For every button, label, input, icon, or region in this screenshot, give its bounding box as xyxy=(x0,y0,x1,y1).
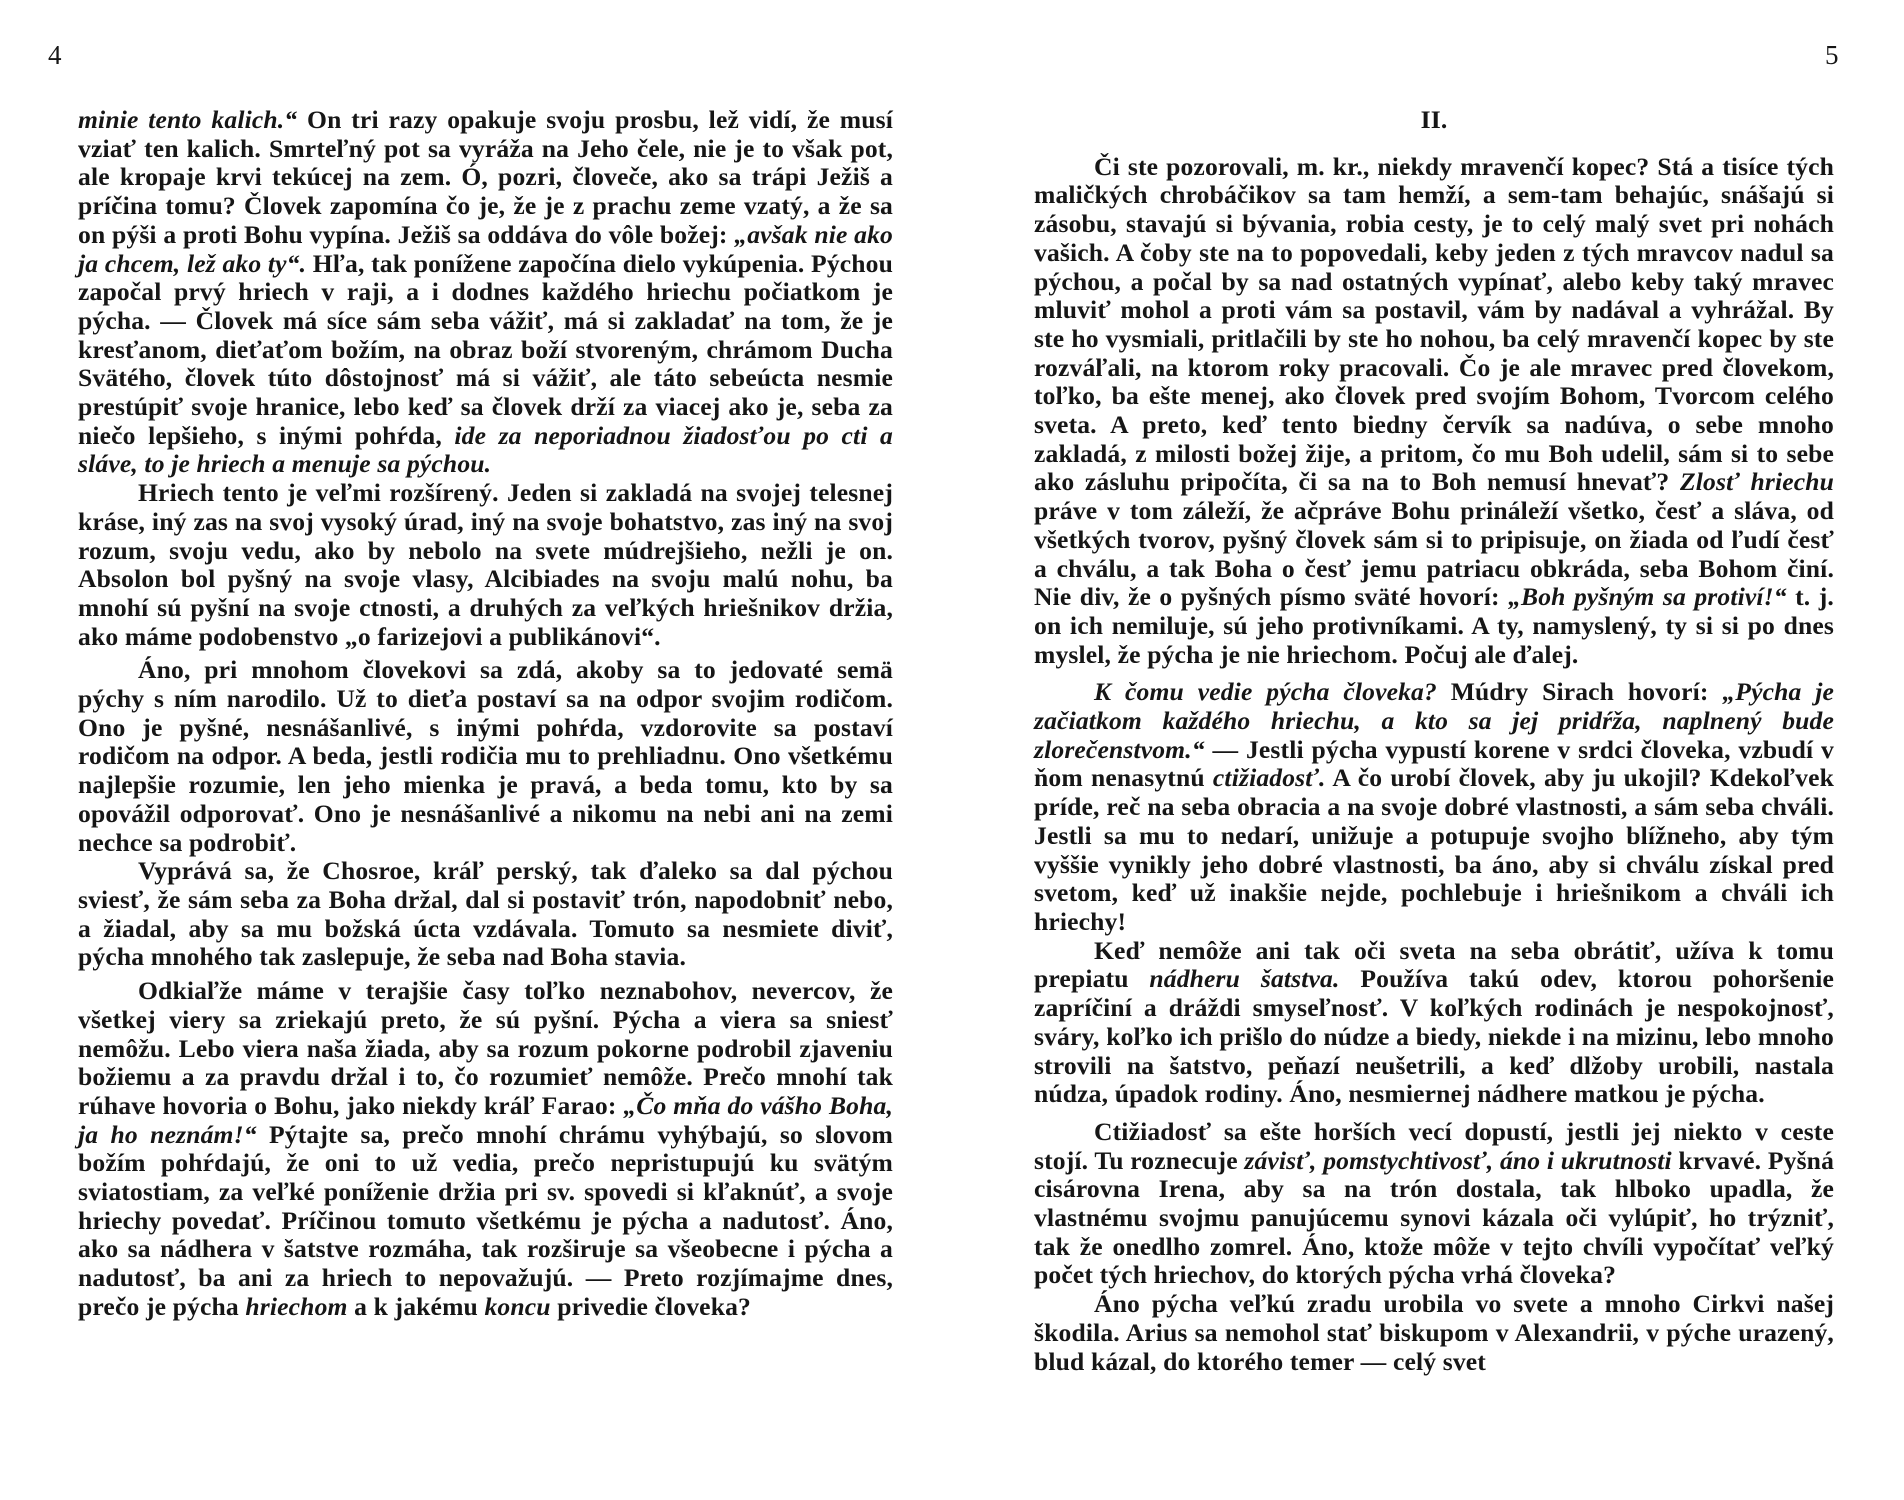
paragraph xyxy=(78,656,893,857)
page-text xyxy=(78,106,893,1322)
paragraph xyxy=(1034,153,1834,670)
italic-run: „Boh pyšným sa protiví!“ xyxy=(1508,582,1787,612)
italic-run: „Pýcha je začiatkom každého hriechu, a kto sa jej pridŕža, naplnený bude zlorečenstvom.“ xyxy=(1034,677,1834,764)
text-run: a k jakému xyxy=(347,1291,485,1321)
italic-run: koncu xyxy=(484,1291,551,1321)
text-run: Hriech tento je veľmi rozšírený. Jeden si zakladá na svojej telesnej kráse, iný zas na svoj vysoký úrad, iný na svoje bohatstvo, zas iný na svoj rozum, svoju vedu, ako by nebolo na svete múdrejšieho, nežli je on. Absolon bol pyšný na svoje vlasy, Alcibiades na svoju malú nohu, ba mnohí sú pyšní na svoje ctnosti, a druhých za veľkých hriešnikov držia, ako máme podobenstvo „o farizejovi a publikánovi“. xyxy=(78,478,893,651)
italic-run: „avšak nie ako ja chcem, lež ako ty“. xyxy=(78,219,893,278)
text-run: Pýtajte sa, prečo mnohí chrámu vyhýbajú, so slovom božím pohŕdajú, že oni to už vedia, prečo nepristupujú ku svätým sviatostiam, za veľké poníženie držia pri sv. spovedi si kľaknúť, a svoje hriechy povedať. Príčinou tomuto všetkému je pýcha a nadutosť. Áno, ako sa nádhera v šatstve rozmáha, tak rozširuje sa všeobecne i pýcha a nadutosť, ba ani za hriech to nepovažujú. — Preto rozjímajme dnes, prečo je pýcha xyxy=(78,1119,893,1321)
italic-run: K čomu vedie pýcha človeka? xyxy=(1094,677,1437,707)
text-run: Áno pýcha veľkú zradu urobila vo svete a mnoho Cirkvi našej škodila. Arius sa nemohol stať biskupom v Alexandrii, v pýche urazený, blud kázal, do ktorého temer — celý svet xyxy=(1034,1289,1834,1376)
paragraph xyxy=(78,106,893,479)
paragraph xyxy=(1034,1118,1834,1290)
italic-run: závisť, pomstychtivosť, áno i ukrutnosti xyxy=(1244,1145,1672,1175)
text-run: — Jestli pýcha vypustí korene v srdci človeka, vzbudí v ňom nenasytnú xyxy=(1034,734,1834,793)
italic-run: nádheru šatstva. xyxy=(1149,964,1340,994)
paragraph xyxy=(1034,1290,1834,1376)
text-run: Či ste pozorovali, m. kr., niekdy mravenčí kopec? Stá a tisíce tých maličkých chrobáčikov sa tam hemží, a sem-tam behajúc, snášajú si zásobu, stavajú si bývania, robia cesty, je to celý malý svet pri nohách vašich. A čoby ste na to popovedali, keby jeden z tých mravcov nadul sa pýchou, a počal by sa nad ostatných vypínať, alebo keby taký mravec mluviť mohol a proti vám sa postavil, vám by nadával a vyhrážal. By ste ho vysmiali, pritlačili by ste ho nohou, ba celý mravenčí kopec by ste rozváľali, na ktorom roky pracovali. Čo je ale mravec pred človekom, toľko, ba ešte menej, ako človek pred svojím Bohom, Tvorcom celého sveta. A preto, keď tento biedny červík sa nadúva, o sebe mnoho zakladá, z milosti božej žije, a pritom, čo mu Boh udelil, sám si to sebe ako zásluhu pripočíta, či sa na to Boh nemusí hnevať? xyxy=(1034,151,1834,497)
text-run: práve v tom záleží, že ačpráve Bohu prináleží všetko, česť a sláva, od všetkých tvorov, pyšný človek sám si to pripisuje, on žiada od ľudí česť a chválu, a tak Boha o česť jemu patriacu obkráda, seba Bohom činí. Nie div, že o pyšných písmo sväté hovorí: xyxy=(1034,496,1834,612)
text-run: t. j. on ich nemiluje, sú jeho protivníkami. A ty, namyslený, ty si si po dnes myslel, že pýcha je nie hriechom. Počuj ale ďalej. xyxy=(1034,582,1834,669)
text-run: Používa takú odev, ktorou pohoršenie zapríčiní a dráždi smyseľnosť. V koľkých rodinách je nespokojnosť, sváry, koľko ich prišlo do núdze a biedy, niekde i na mizinu, lebo mnoho strovili na šatstvo, peňazí neušetrili, a keď dlžoby urobili, nastala núdza, úpadok rodiny. Áno, nesmiernej nádhere matkou je pýcha. xyxy=(1034,964,1834,1109)
text-run: Áno, pri mnohom človekovi sa zdá, akoby sa to jedovaté semä pýchy s ním narodilo. Už to dieťa postaví sa na odpor svojim rodičom. Ono je pyšné, nesnášanlivé, s inými pohŕda, vzdorovite sa postaví rodičom na odpor. A beda, jestli rodičia mu to prehliadnu. Ono všetkému najlepšie rozumie, len jeho mienka je pravá, a beda tomu, kto by sa opovážil odporovať. Ono je nesnášanlivé a nikomu na nebi ani na zemi nechce sa podrobiť. xyxy=(78,655,893,857)
paragraph xyxy=(1034,937,1834,1109)
page-number: 4 xyxy=(48,40,62,70)
section-heading: II. xyxy=(1420,105,1448,134)
italic-run: hriechom xyxy=(245,1291,348,1321)
italic-run: ide za neporiadnou žiadosťou po cti a sláve, to je hriech a menuje sa pýchou. xyxy=(78,420,893,479)
right-page xyxy=(952,0,1904,1500)
text-run: Vyprává sa, že Chosroe, kráľ perský, tak ďaleko sa dal pýchou sviesť, že sám seba za Boha držal, dal si postaviť trón, napodobniť nebo, a žiadal, aby sa mu božská úcta vzdávala. Tomuto sa nesmiete diviť, pýcha mnohého tak zaslepuje, že seba nad Boha stavia. xyxy=(78,856,893,972)
text-run: Ctižiadosť sa ešte horších vecí dopustí, jestli jej niekto v ceste stojí. Tu roznecuje xyxy=(1034,1116,1834,1175)
text-run: A čo urobí človek, aby ju ukojil? Kdekoľvek príde, reč na seba obracia a na svoje dobré vlastnosti, a sám seba chváli. Jestli sa mu to nedarí, unižuje a potupuje svojho blížneho, aby tým vyššie vynikly jeho dobré vlastnosti, ba áno, aby si chválu získal pred svetom, keď už inakšie nejde, pochlebuje i hriešnikom a chváli ich hriechy! xyxy=(1034,763,1834,936)
paragraph xyxy=(78,977,893,1321)
paragraph xyxy=(78,857,893,972)
paragraph xyxy=(1034,678,1834,936)
italic-run: minie tento kalich.“ xyxy=(78,105,298,134)
text-run: krvavé. Pyšná cisárovna Irena, aby sa na trón dostala, tak hlboko upadla, že vlastnému svojmu panujúcemu synovi kázala oči vylúpiť, ho trýzniť, tak že onedlho zomrel. Áno, ktože môže v tejto chvíli vypočítať veľký počet tých hriechov, do ktorých pýcha vrhá človeka? xyxy=(1034,1145,1835,1290)
italic-run: „Čo mňa do vášho Boha, ja ho neznám!“ xyxy=(78,1090,893,1149)
page-text xyxy=(1034,106,1834,1376)
italic-run: ctižiadosť. xyxy=(1212,763,1326,793)
text-run: Hľa, tak ponížene započína dielo vykúpenia. Pýchou započal prvý hriech v raji, a i dodnes každého hriechu počiatkom je pýcha. — Človek má síce sám seba vážiť, má si zakladať na tom, že je kresťanom, dieťaťom božím, na obraz boží stvoreným, chrámom Ducha Svätého, človek túto dôstojnosť má si vážiť, ale táto sebeúcta nesmie prestúpiť svoje hranice, lebo keď sa človek drží za viacej ako je, seba za niečo lepšieho, s inými pohŕda, xyxy=(78,248,893,450)
text-run: Odkiaľže máme v terajšie časy toľko neznabohov, nevercov, že všetkej viery sa zriekajú preto, že sú pyšní. Pýcha a viera sa sniesť nemôžu. Lebo viera naša žiada, aby sa rozum pokorne podrobil zjaveniu božiemu a za pravdu držal i to, čo rozumieť nemôže. Prečo mnohí tak rúhave hovoria o Bohu, jako niekdy kráľ Farao: xyxy=(78,976,893,1120)
paragraph xyxy=(78,479,893,651)
text-run: On tri razy opakuje svoju prosbu, lež vidí, že musí vziať ten kalich. Smrteľný pot sa vyráža na Jeho čele, nie je to však pot, ale kropaje krvi tekúcej na zem. Ó, pozri, človeče, ako sa trápi Ježiš a príčina tomu? Človek zapomína čo je, že je z prachu zeme vzatý, a že sa on pýši a proti Bohu vypína. Ježiš sa oddáva do vôle božej: xyxy=(78,105,893,249)
italic-run: Zlosť hriechu xyxy=(1679,467,1834,497)
text-run: Múdry Sirach hovorí: xyxy=(1436,677,1723,707)
page-number: 5 xyxy=(1825,40,1839,70)
text-run: privedie človeka? xyxy=(550,1291,751,1321)
text-run: Keď nemôže ani tak oči sveta na seba obrátiť, užíva k tomu prepiatu xyxy=(1034,935,1834,994)
